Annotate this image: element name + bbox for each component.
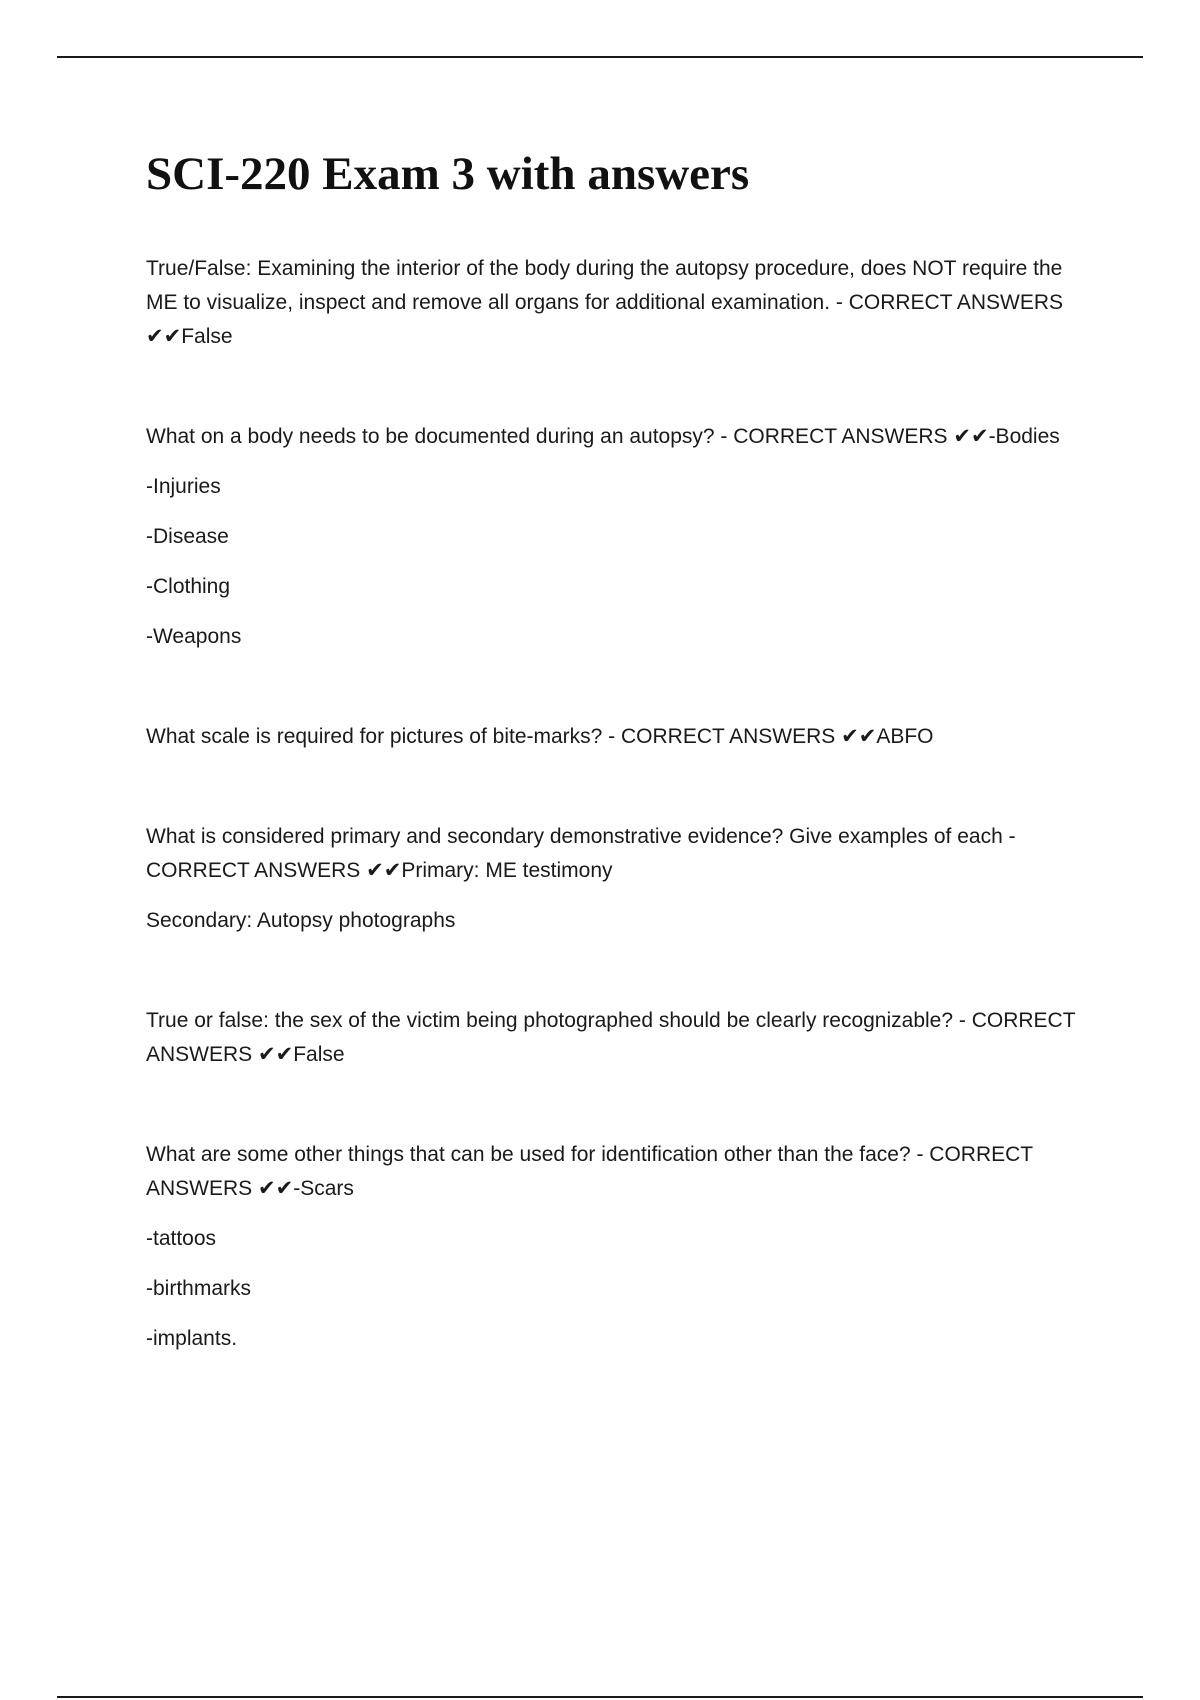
qa-item-6	[146, 1138, 1086, 1356]
qa-line: True or false: the sex of the victim being photographed should be clearly recognizable? - CORRECT ANSWERS ✔✔False	[146, 1009, 1076, 1066]
document-title: SCI-220 Exam 3 with answers	[146, 148, 750, 200]
qa-line: -tattoos	[146, 1227, 217, 1250]
qa-line: -Clothing	[146, 575, 231, 598]
qa-line: -Disease	[146, 525, 229, 548]
qa-line: What scale is required for pictures of bite-marks? - CORRECT ANSWERS ✔✔ABFO	[146, 725, 934, 748]
qa-line: What on a body needs to be documented during an autopsy? - CORRECT ANSWERS ✔✔-Bodies	[146, 425, 1060, 448]
document-body	[146, 140, 1086, 1422]
qa-line: True/False: Examining the interior of the body during the autopsy procedure, does NOT require the ME to visualize, inspect and remove all organs for additional examination. - CORRECT ANSWERS ✔✔False	[146, 257, 1063, 348]
qa-item-2	[146, 420, 1086, 654]
qa-line: What is considered primary and secondary demonstrative evidence? Give examples of each - CORRECT ANSWERS ✔✔Primary: ME testimony	[146, 825, 1016, 882]
qa-item-4	[146, 820, 1086, 938]
qa-item-3	[146, 720, 1086, 754]
top-rule	[57, 56, 1143, 58]
qa-line: Secondary: Autopsy photographs	[146, 909, 456, 932]
qa-item-5	[146, 1004, 1086, 1072]
qa-line: -Weapons	[146, 625, 242, 648]
qa-line: What are some other things that can be used for identification other than the face? - CORRECT ANSWERS ✔✔-Scars	[146, 1143, 1033, 1200]
qa-line: -Injuries	[146, 475, 221, 498]
bottom-rule	[57, 1696, 1143, 1698]
qa-line: -birthmarks	[146, 1277, 252, 1300]
qa-item-1	[146, 252, 1086, 354]
qa-line: -implants.	[146, 1327, 238, 1350]
